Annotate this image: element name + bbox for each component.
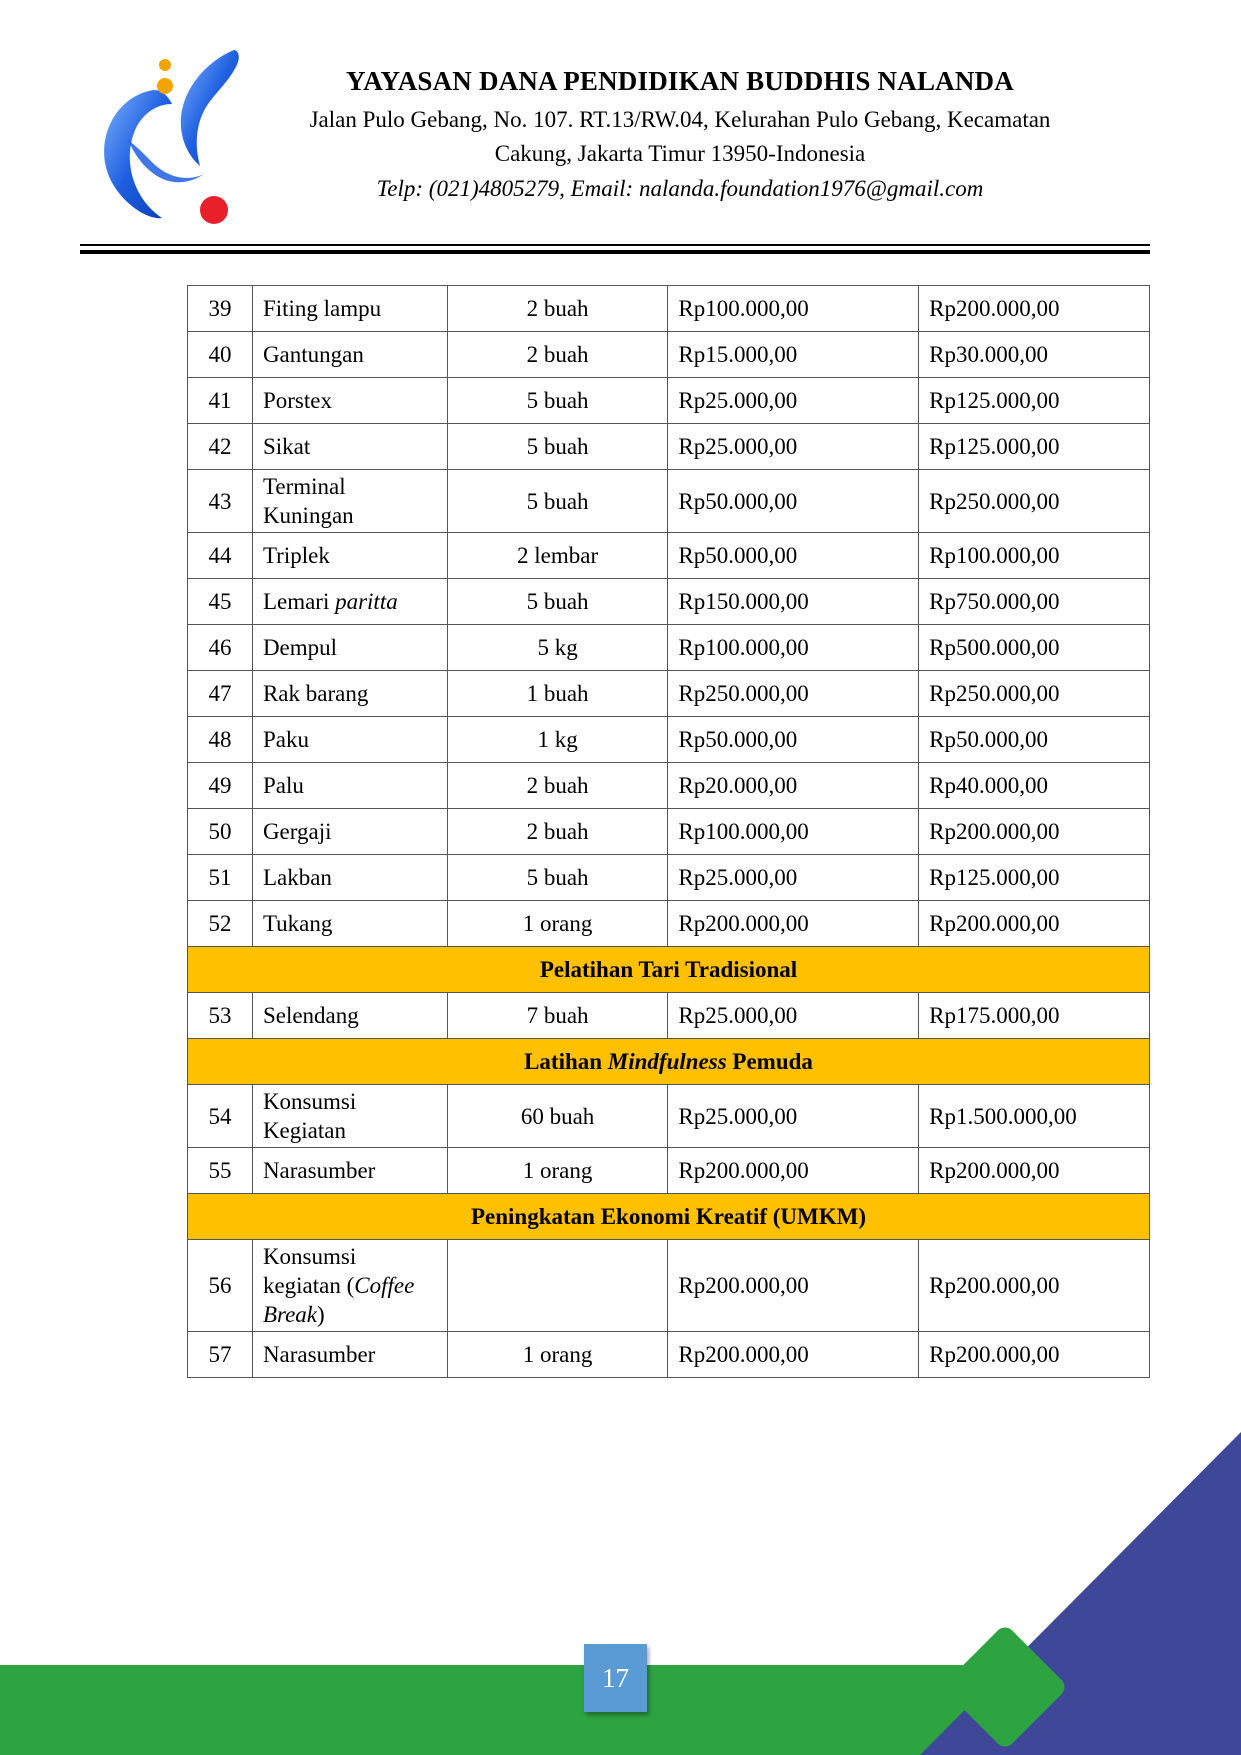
quantity: 5 kg bbox=[447, 625, 668, 671]
item-name: Rak barang bbox=[252, 671, 447, 717]
total-price: Rp175.000,00 bbox=[919, 993, 1150, 1039]
row-number: 45 bbox=[188, 579, 253, 625]
total-price: Rp200.000,00 bbox=[919, 1240, 1150, 1332]
total-price: Rp30.000,00 bbox=[919, 332, 1150, 378]
item-name-line: Konsumsi bbox=[262, 1244, 357, 1269]
row-number: 53 bbox=[188, 993, 253, 1039]
quantity: 5 buah bbox=[447, 579, 668, 625]
item-name: Gantungan bbox=[252, 332, 447, 378]
row-number: 54 bbox=[188, 1085, 253, 1148]
unit-price: Rp100.000,00 bbox=[668, 625, 919, 671]
item-name-plain: ) bbox=[317, 1302, 325, 1327]
quantity: 2 buah bbox=[447, 286, 668, 332]
item-name: Triplek bbox=[252, 533, 447, 579]
unit-price: Rp100.000,00 bbox=[668, 809, 919, 855]
unit-price: Rp25.000,00 bbox=[668, 1085, 919, 1148]
quantity: 7 buah bbox=[447, 993, 668, 1039]
total-price: Rp200.000,00 bbox=[919, 809, 1150, 855]
quantity: 1 orang bbox=[447, 901, 668, 947]
quantity: 5 buah bbox=[447, 470, 668, 533]
unit-price: Rp50.000,00 bbox=[668, 470, 919, 533]
total-price: Rp250.000,00 bbox=[919, 470, 1150, 533]
unit-price: Rp200.000,00 bbox=[668, 1332, 919, 1378]
row-number: 56 bbox=[188, 1240, 253, 1332]
total-price: Rp200.000,00 bbox=[919, 286, 1150, 332]
section-title-part: Pemuda bbox=[732, 1049, 813, 1074]
row-number: 43 bbox=[188, 470, 253, 533]
item-name-italic: paritta bbox=[335, 589, 398, 614]
quantity: 2 buah bbox=[447, 332, 668, 378]
total-price: Rp40.000,00 bbox=[919, 763, 1150, 809]
quantity: 2 buah bbox=[447, 763, 668, 809]
row-number: 52 bbox=[188, 901, 253, 947]
total-price: Rp200.000,00 bbox=[919, 1148, 1150, 1194]
row-number: 39 bbox=[188, 286, 253, 332]
item-name-plain: kegiatan ( bbox=[262, 1273, 355, 1298]
item-name: Selendang bbox=[252, 993, 447, 1039]
item-name-italic: Break bbox=[262, 1302, 318, 1327]
row-number: 48 bbox=[188, 717, 253, 763]
row-number: 42 bbox=[188, 424, 253, 470]
contact-line: Telp: (021)4805279, Email: nalanda.foundation1976@gmail.com bbox=[376, 176, 984, 201]
quantity: 1 kg bbox=[447, 717, 668, 763]
item-name-plain: Lemari bbox=[262, 589, 330, 614]
unit-price: Rp200.000,00 bbox=[668, 1240, 919, 1332]
quantity: 5 buah bbox=[447, 424, 668, 470]
address-line-2: Cakung, Jakarta Timur 13950-Indonesia bbox=[494, 141, 866, 166]
section-title: Pelatihan Tari Tradisional bbox=[188, 947, 1150, 993]
quantity: 1 orang bbox=[447, 1332, 668, 1378]
item-name-line: Terminal bbox=[262, 474, 346, 499]
row-number: 49 bbox=[188, 763, 253, 809]
total-price: Rp100.000,00 bbox=[919, 533, 1150, 579]
unit-price: Rp200.000,00 bbox=[668, 1148, 919, 1194]
total-price: Rp1.500.000,00 bbox=[919, 1085, 1150, 1148]
quantity: 2 buah bbox=[447, 809, 668, 855]
quantity: 5 buah bbox=[447, 378, 668, 424]
item-name: Dempul bbox=[252, 625, 447, 671]
total-price: Rp50.000,00 bbox=[919, 717, 1150, 763]
item-name: Narasumber bbox=[252, 1332, 447, 1378]
row-number: 50 bbox=[188, 809, 253, 855]
item-name: Palu bbox=[252, 763, 447, 809]
total-price: Rp200.000,00 bbox=[919, 901, 1150, 947]
quantity: 1 buah bbox=[447, 671, 668, 717]
item-name: Tukang bbox=[252, 901, 447, 947]
row-number: 41 bbox=[188, 378, 253, 424]
total-price: Rp500.000,00 bbox=[919, 625, 1150, 671]
unit-price: Rp20.000,00 bbox=[668, 763, 919, 809]
unit-price: Rp100.000,00 bbox=[668, 286, 919, 332]
section-title: Peningkatan Ekonomi Kreatif (UMKM) bbox=[188, 1194, 1150, 1240]
row-number: 57 bbox=[188, 1332, 253, 1378]
item-name: Fiting lampu bbox=[252, 286, 447, 332]
unit-price: Rp200.000,00 bbox=[668, 901, 919, 947]
section-title-part: Latihan bbox=[524, 1049, 603, 1074]
row-number: 46 bbox=[188, 625, 253, 671]
unit-price: Rp15.000,00 bbox=[668, 332, 919, 378]
total-price: Rp125.000,00 bbox=[919, 424, 1150, 470]
unit-price: Rp25.000,00 bbox=[668, 993, 919, 1039]
address-line-1: Jalan Pulo Gebang, No. 107. RT.13/RW.04, Kelurahan Pulo Gebang, Kecamatan bbox=[309, 107, 1051, 132]
unit-price: Rp25.000,00 bbox=[668, 855, 919, 901]
total-price: Rp250.000,00 bbox=[919, 671, 1150, 717]
unit-price: Rp50.000,00 bbox=[668, 717, 919, 763]
row-number: 44 bbox=[188, 533, 253, 579]
item-name-line: Kuningan bbox=[262, 503, 354, 528]
item-name-italic: Coffee bbox=[354, 1273, 415, 1298]
section-title-italic: Mindfulness bbox=[607, 1049, 727, 1074]
org-name: YAYASAN DANA PENDIDIKAN BUDDHIS NALANDA bbox=[346, 66, 1014, 96]
item-name: Porstex bbox=[252, 378, 447, 424]
total-price: Rp200.000,00 bbox=[919, 1332, 1150, 1378]
total-price: Rp125.000,00 bbox=[919, 855, 1150, 901]
row-number: 51 bbox=[188, 855, 253, 901]
row-number: 47 bbox=[188, 671, 253, 717]
quantity: 2 lembar bbox=[447, 533, 668, 579]
item-name-line: Kegiatan bbox=[262, 1118, 346, 1143]
unit-price: Rp25.000,00 bbox=[668, 424, 919, 470]
total-price: Rp125.000,00 bbox=[919, 378, 1150, 424]
quantity: 60 buah bbox=[447, 1085, 668, 1148]
total-price: Rp750.000,00 bbox=[919, 579, 1150, 625]
item-name: Narasumber bbox=[252, 1148, 447, 1194]
item-name-line: Konsumsi bbox=[262, 1089, 357, 1114]
item-name: Gergaji bbox=[252, 809, 447, 855]
unit-price: Rp250.000,00 bbox=[668, 671, 919, 717]
item-name: Paku bbox=[252, 717, 447, 763]
item-name: Sikat bbox=[252, 424, 447, 470]
unit-price: Rp50.000,00 bbox=[668, 533, 919, 579]
item-name: Lakban bbox=[252, 855, 447, 901]
quantity: 5 buah bbox=[447, 855, 668, 901]
unit-price: Rp150.000,00 bbox=[668, 579, 919, 625]
page-number: 17 bbox=[584, 1644, 647, 1712]
row-number: 40 bbox=[188, 332, 253, 378]
quantity: 1 orang bbox=[447, 1148, 668, 1194]
row-number: 55 bbox=[188, 1148, 253, 1194]
unit-price: Rp25.000,00 bbox=[668, 378, 919, 424]
